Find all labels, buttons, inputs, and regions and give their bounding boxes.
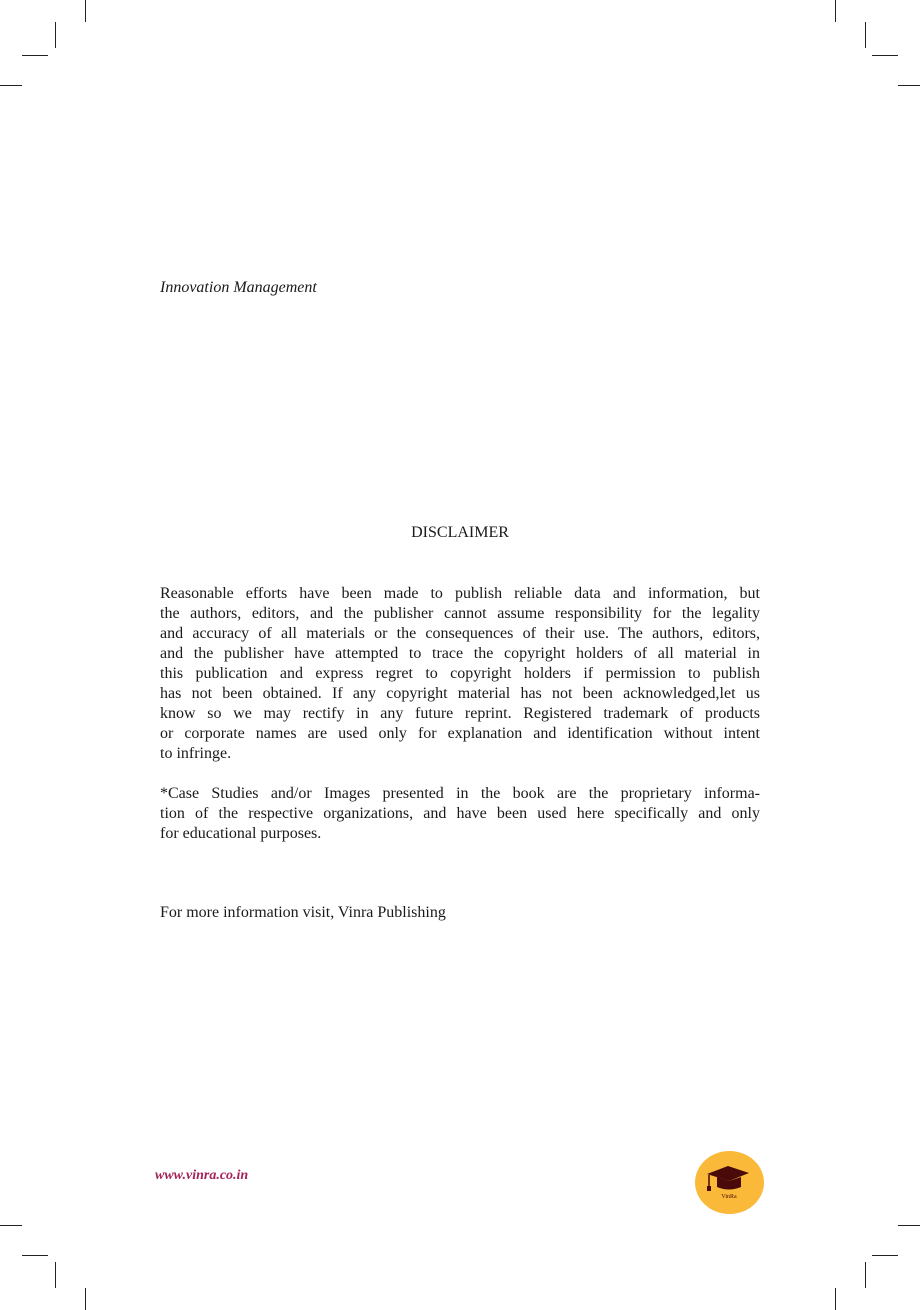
crop-mark	[22, 55, 48, 56]
crop-mark	[872, 1255, 898, 1256]
crop-mark	[55, 22, 56, 48]
crop-mark	[865, 1262, 866, 1288]
text-line: or corporate names are used only for explanation and identification without intent	[160, 725, 760, 742]
crop-mark	[0, 1225, 22, 1226]
crop-mark	[898, 1225, 920, 1226]
case-studies-paragraph	[160, 784, 760, 844]
running-head: Innovation Management	[160, 279, 317, 296]
text-line: and accuracy of all materials or the consequences of their use. The authors, editors,	[160, 625, 760, 642]
text-line: Reasonable efforts have been made to publish reliable data and information, but	[160, 585, 760, 602]
text-line: for educational purposes.	[160, 825, 322, 842]
text-line: the authors, editors, and the publisher cannot assume responsibility for the legality	[160, 605, 760, 622]
crop-mark	[835, 1288, 836, 1310]
crop-mark	[872, 55, 898, 56]
graduation-cap-icon	[695, 1151, 764, 1214]
text-line: has not been obtained. If any copyright material has not been acknowledged,let us	[160, 685, 760, 702]
crop-mark	[85, 0, 86, 22]
svg-text:VinRa: VinRa	[721, 1194, 737, 1200]
publisher-logo	[695, 1151, 764, 1214]
text-line: know so we may rectify in any future reprint. Registered trademark of products	[160, 705, 760, 722]
text-line: tion of the respective organizations, and have been used here specifically and only	[160, 805, 760, 822]
crop-mark	[835, 0, 836, 22]
page-title: DISCLAIMER	[411, 524, 509, 541]
crop-mark	[0, 85, 22, 86]
text-line: this publication and express regret to copyright holders if permission to publish	[160, 665, 760, 682]
text-line: to infringe.	[160, 745, 232, 762]
crop-mark	[898, 85, 920, 86]
text-line: *Case Studies and/or Images presented in the book are the proprietary informa-	[160, 785, 760, 802]
crop-mark	[22, 1255, 48, 1256]
text-line: and the publisher have attempted to trace the copyright holders of all material in	[160, 645, 760, 662]
crop-mark	[85, 1288, 86, 1310]
crop-mark	[865, 22, 866, 48]
disclaimer-paragraph	[160, 584, 760, 764]
website-link[interactable]: www.vinra.co.in	[155, 1168, 249, 1183]
crop-mark	[55, 1262, 56, 1288]
more-info-text: For more information visit, Vinra Publishing	[160, 904, 446, 921]
